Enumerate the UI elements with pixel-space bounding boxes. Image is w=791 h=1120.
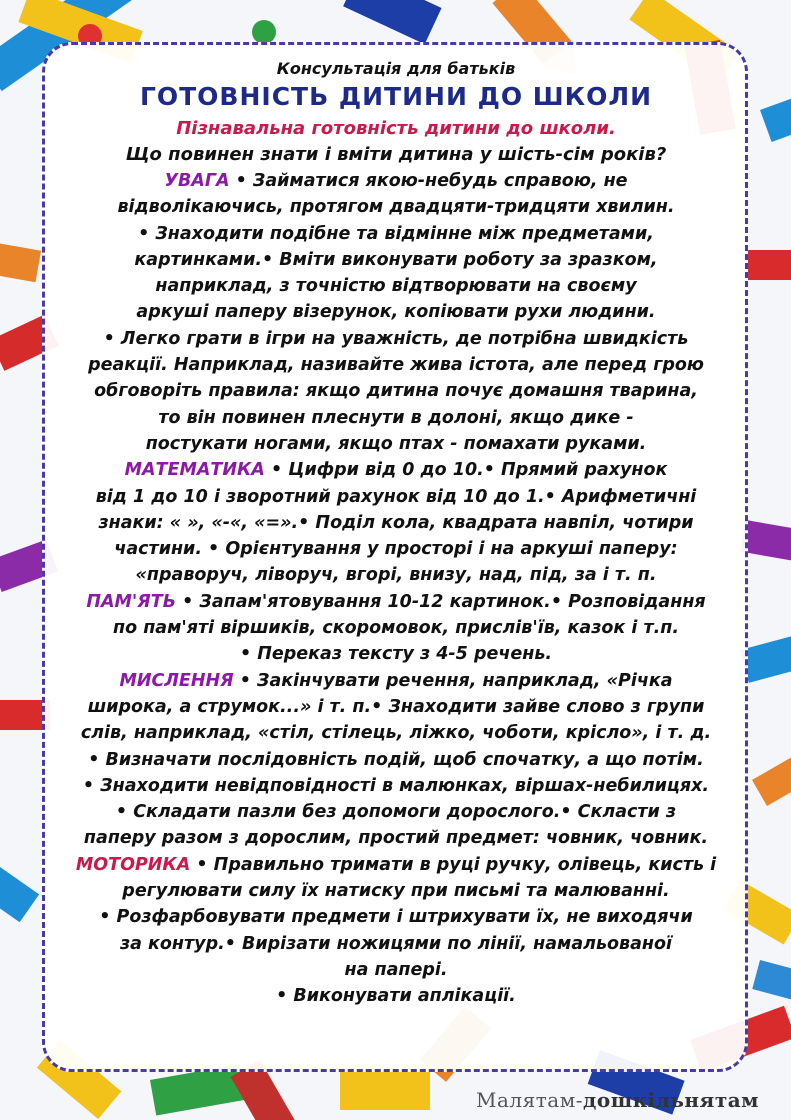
math-line: «праворуч, ліворуч, вгорі, внизу, над, під, за і т. п. (135, 565, 657, 586)
math-block (48, 457, 744, 588)
footer-part1: Малятам- (476, 1088, 584, 1112)
thinking-line: • Складати пазли без допомоги дорослого.• Скласти з (115, 802, 677, 823)
math-line: • Цифри від 0 до 10.• Прямий рахунок (270, 460, 668, 481)
attention-line: то він повинен плеснути в долоні, якщо дике - (158, 407, 634, 428)
motor-line: регулювати силу їх натиску при письмі та малюванні. (122, 881, 670, 902)
math-keyword: МАТЕМАТИКА (124, 460, 265, 481)
attention-line: наприклад, з точністю відтворювати на своєму (155, 276, 637, 297)
motor-line: на папері. (344, 959, 448, 980)
thinking-line: широка, а струмок...» і т. п.• Знаходити зайве слово з групи (87, 696, 705, 717)
attention-line: аркуші паперу візерунок, копіювати рухи людини. (136, 302, 656, 323)
thinking-line: • Закінчувати речення, наприклад, «Річка (239, 670, 673, 691)
memory-block (48, 589, 744, 668)
motor-block (48, 852, 744, 1010)
thinking-keyword: МИСЛЕННЯ (119, 670, 234, 691)
section-title: Пізнавальна готовність дитини до школи. (176, 118, 616, 139)
math-line: знаки: « », «-«, «=».• Поділ кола, квадрата навпіл, чотири (98, 512, 694, 533)
attention-line: • Займатися якою-небудь справою, не (235, 171, 628, 191)
thinking-line: паперу разом з дорослим, простий предмет: човник, човник. (83, 828, 709, 849)
motor-line: за контур.• Вирізати ножицями по лінії, намальованої (119, 933, 673, 954)
subtitle: Консультація для батьків (276, 59, 516, 78)
footer-part2: дошкільнятам (583, 1088, 760, 1112)
math-line: частини. • Орієнтування у просторі і на аркуші паперу: (114, 539, 678, 560)
memory-line: • Запам'ятовування 10-12 картинок.• Розповідання (182, 591, 706, 612)
page-title: ГОТОВНІСТЬ ДИТИНИ ДО ШКОЛИ (139, 82, 653, 111)
attention-line: постукати ногами, якщо птах - помахати руками. (145, 433, 647, 454)
attention-block (48, 168, 744, 457)
thinking-line: слів, наприклад, «стіл, стілець, ліжко, чоботи, крісло», і т. д. (80, 723, 712, 744)
motor-keyword: МОТОРИКА (75, 854, 191, 875)
attention-line: реакції. Наприклад, називайте жива істота, але перед грою (88, 355, 704, 376)
attention-keyword: УВАГА (164, 171, 230, 191)
motor-line: • Виконувати аплікації. (276, 986, 516, 1007)
attention-line: обговоріть правила: якщо дитина почує домашня тварина, (94, 381, 698, 402)
memory-keyword: ПАМ'ЯТЬ (86, 591, 177, 612)
attention-line: • Знаходити подібне та відмінне між предметами, (138, 223, 654, 244)
math-line: від 1 до 10 і зворотний рахунок від 10 до 1.• Арифметичні (95, 486, 697, 507)
motor-line: • Правильно тримати в руці ручку, олівець, кисть і (196, 854, 717, 875)
memory-line: по пам'яті віршиків, скоромовок, прислів'їв, казок і т.п. (112, 618, 680, 639)
memory-line: • Переказ тексту з 4-5 речень. (239, 644, 553, 665)
footer-watermark (476, 1088, 759, 1112)
attention-line: відволікаючись, протягом двадцяти-тридцяти хвилин. (117, 197, 675, 218)
article (48, 58, 744, 1010)
motor-line: • Розфарбовувати предмети і штрихувати їх, не виходячи (99, 907, 693, 928)
thinking-block (48, 668, 744, 852)
thinking-line: • Визначати послідовність подій, щоб спочатку, а що потім. (88, 749, 704, 770)
section-question: Що повинен знати і вміти дитина у шість-сім років? (125, 144, 667, 165)
attention-line: картинками.• Вміти виконувати роботу за зразком, (134, 249, 658, 270)
attention-line: • Легко грати в ігри на уважність, де потрібна швидкість (103, 328, 689, 349)
thinking-line: • Знаходити невідповідності в малюнках, віршах-небилицях. (82, 775, 710, 796)
